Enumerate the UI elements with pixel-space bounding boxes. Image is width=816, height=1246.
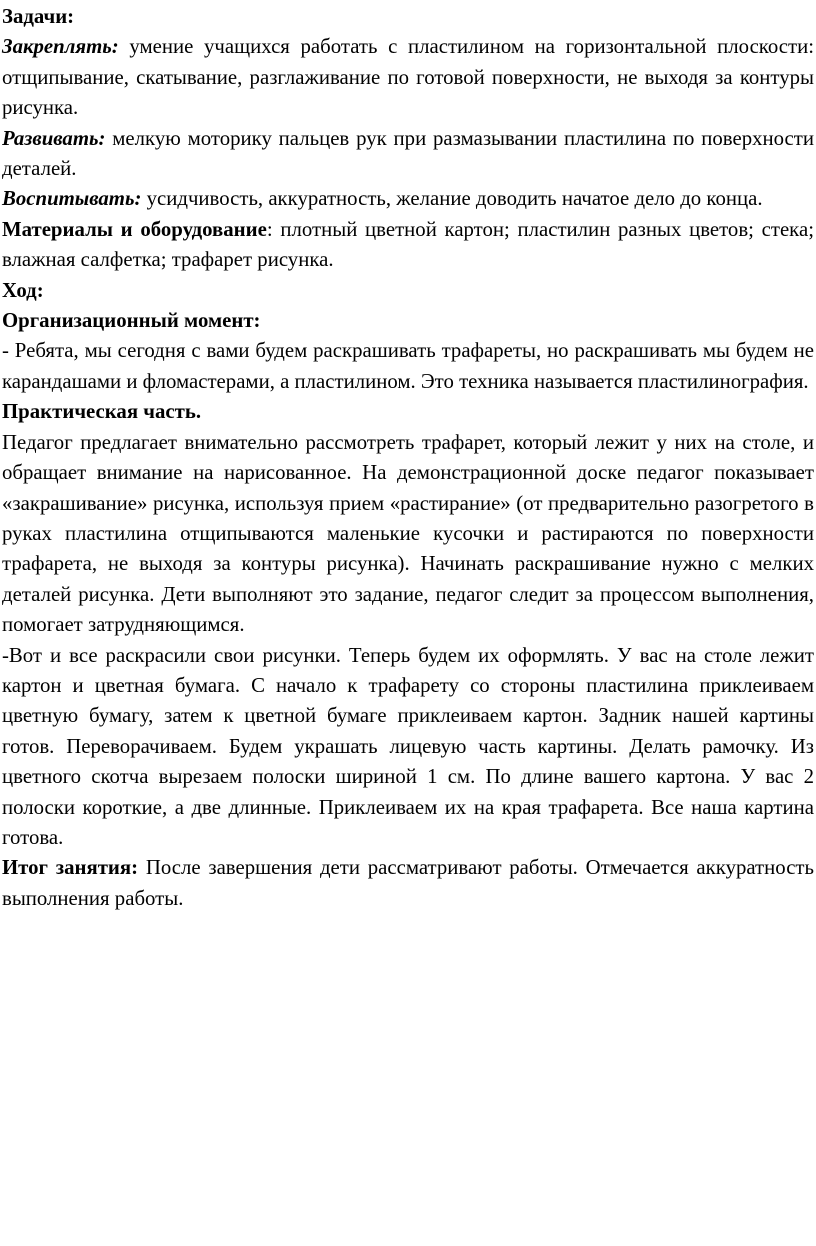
progress-heading-text: Ход: [2, 278, 44, 302]
practical-paragraph-1: Педагог предлагает внимательно рассмотреть трафарет, который лежит у них на столе, и обращает внимание на нарисованное. На демонстрационной доске педагог показывает «закрашивание» рисунка, используя прием «растирание» (от предварительно разогретого в руках пластилина отщипываются маленькие кусочки и растираются по поверхности трафарета, не выходя за контуры рисунка). Начинать раскрашивание нужно с мелких деталей рисунка. Дети выполняют это задание, педагог следит за процессом выполнения, помогает затрудняющимся. [2, 430, 814, 637]
task-educate [2, 184, 814, 214]
task-develop-label: Развивать: [2, 126, 106, 150]
summary-paragraph [2, 853, 814, 914]
practical-heading-text: Практическая часть. [2, 400, 202, 424]
task-educate-label: Воспитывать: [2, 187, 142, 211]
task-consolidate-label: Закреплять: [2, 35, 119, 59]
materials-label: Материалы и оборудование [2, 217, 267, 241]
org-moment-heading [2, 306, 814, 336]
materials-paragraph [2, 215, 814, 276]
task-consolidate-text: умение учащихся работать с пластилином на горизонтальной плоскости: отщипывание, скатывание, разглаживание по готовой поверхности, не выходя за контуры рисунка. [2, 35, 814, 120]
task-educate-text: усидчивость, аккуратность, желание доводить начатое дело до конца. [141, 187, 763, 211]
materials-text: : плотный цветной картон; пластилин разных цветов; стека; влажная салфетка; трафарет рисунка. [2, 217, 814, 272]
practical-paragraph-2: -Вот и все раскрасили свои рисунки. Теперь будем их оформлять. У вас на столе лежит картон и цветная бумага. С начало к трафарету со стороны пластилина приклеиваем цветную бумагу, затем к цветной бумаге приклеиваем картон. Задник нашей картины готов. Переворачиваем. Будем украшать лицевую часть картины. Делать рамочку. Из цветного скотча вырезаем полоски шириной 1 см. По длине вашего картона. У вас 2 полоски короткие, а две длинные. Приклеиваем их на края трафарета. Все наша картина готова. [2, 643, 814, 849]
tasks-heading [2, 2, 814, 32]
summary-label: Итог занятия: [2, 856, 139, 880]
task-develop [2, 124, 814, 185]
task-develop-text: мелкую моторику пальцев рук при размазывании пластилина по поверхности деталей. [2, 126, 814, 181]
practical-heading [2, 397, 814, 427]
org-moment-heading-text: Организационный момент: [2, 309, 261, 333]
tasks-heading-text: Задачи: [2, 5, 75, 28]
progress-heading [2, 276, 814, 306]
task-consolidate [2, 32, 814, 123]
org-moment-paragraph: - Ребята, мы сегодня с вами будем раскрашивать трафареты, но раскрашивать мы будем не карандашами и фломастерами, а пластилином. Это техника называется пластилинография. [2, 339, 814, 393]
summary-text: После завершения дети рассматривают работы. Отмечается аккуратность выполнения работы. [2, 856, 814, 910]
